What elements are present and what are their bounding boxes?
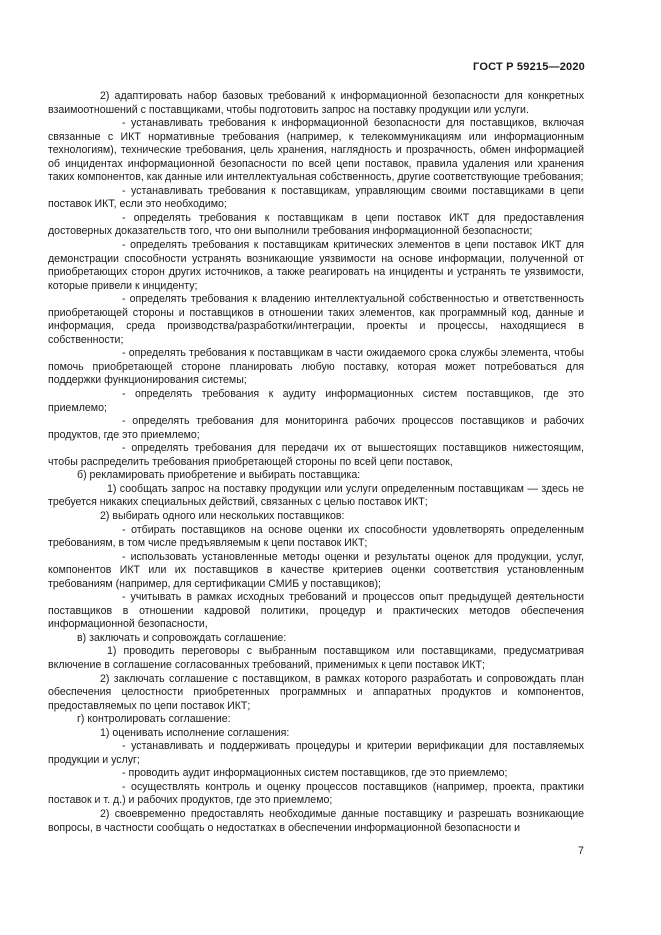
page-number: 7	[578, 845, 584, 857]
paragraph: 1) оценивать исполнение соглашения:	[100, 726, 290, 739]
paragraph: г) контролировать соглашение:	[77, 713, 231, 726]
paragraph: - осуществлять контроль и оценку процессов поставщиков (например, проекта, практики поставок и т. д.) и рабочих продуктов, где это приемлемо;	[48, 780, 584, 807]
paragraph: - устанавливать и поддерживать процедуры и критерии верификации для поставляемых продукции и услуг;	[48, 740, 584, 766]
paragraph: - определять требования к поставщикам критических элементов в цепи поставок ИКТ для демонстрации способности устранять возникающие уязвимости на основе информации, полученной от приобретающих сторон других источников, а также реагировать на инциденты и устранять те уязвимости, которые привели к инциденту;	[48, 239, 584, 292]
document-body	[48, 90, 584, 835]
paragraph: - устанавливать требования к информационной безопасности для поставщиков, включая связанные с ИКТ нормативные требования (например, к телекоммуникациям или информационным технологиям), технические требования, цель хранения, наглядность и прозрачность, обмен информацией об инцидентах информационной безопасности по всей цепи поставок, правила удаления или хранения таких компонентов, как данные или интеллектуальная собственность, другие соответствующие требования;	[48, 117, 584, 184]
paragraph: - устанавливать требования к поставщикам, управляющим своими поставщиками в цепи поставок ИКТ, если это необходимо;	[48, 184, 584, 211]
paragraph: - использовать установленные методы оценки и результаты оценок для продукции, услуг, компонентов ИКТ или их поставщиков в качестве критериев оценки соответствия установленным требованиям (например, для сертификации СМИБ у поставщиков);	[48, 550, 584, 590]
paragraph: б) рекламировать приобретение и выбирать поставщика:	[77, 469, 361, 482]
document-standard-header: ГОСТ Р 59215—2020	[473, 61, 585, 73]
paragraph: 1) проводить переговоры с выбранным поставщиком или поставщиками, предусматривая включение в соглашение согласованных требований, применимых к цепи поставок ИКТ;	[48, 645, 584, 671]
paragraph: - отбирать поставщиков на основе оценки их способности удовлетворять определенным требованиям, в том числе предъявляемым к цепи поставок ИКТ;	[48, 523, 584, 550]
paragraph: - определять требования к поставщикам в цепи поставок ИКТ для предоставления достоверных доказательств того, что они выполнили требования информационной безопасности;	[48, 211, 584, 238]
paragraph: - проводить аудит информационных систем поставщиков, где это приемлемо;	[122, 767, 508, 780]
paragraph: 2) выбирать одного или нескольких поставщиков:	[100, 509, 345, 522]
paragraph: в) заключать и сопровождать соглашение:	[77, 631, 287, 644]
paragraph: 2) адаптировать набор базовых требований к информационной безопасности для конкретных взаимоотношений с поставщиками, чтобы подготовить запрос на поставку продукции или услуги.	[48, 90, 584, 116]
paragraph: - определять требования к поставщикам в части ожидаемого срока службы элемента, чтобы помочь приобретающей стороне планировать любую поставку, которая может потребоваться для поддержки функционирования системы;	[48, 347, 584, 387]
paragraph: 2) своевременно предоставлять необходимые данные поставщику и разрешать возникающие вопросы, в частности сообщать о недостатках в обеспечении информационной безопасности и	[48, 807, 584, 834]
paragraph: - учитывать в рамках исходных требований и процессов опыт предыдущей деятельности поставщиков в отношении кадровой политики, процедур и практических методов обеспечения информационной безопасности,	[48, 591, 584, 631]
paragraph: - определять требования к аудиту информационных систем поставщиков, где это приемлемо;	[48, 388, 584, 414]
paragraph: 1) сообщать запрос на поставку продукции или услуги определенным поставщикам — здесь не требуется никаких специальных действий, связанных с целью поставок ИКТ;	[48, 482, 584, 509]
paragraph: 2) заключать соглашение с поставщиком, в рамках которого разработать и сопровождать план обеспечения целостности приобретенных программных и аппаратных продуктов и компонентов, предоставляемых по цепи поставок ИКТ;	[48, 672, 584, 712]
paragraph: - определять требования для передачи их от вышестоящих поставщиков нижестоящим, чтобы распределить требования приобретающей стороны по всей цепи поставок,	[48, 442, 584, 468]
paragraph: - определять требования для мониторинга рабочих процессов поставщиков и рабочих продуктов, где это приемлемо;	[48, 415, 584, 441]
paragraph: - определять требования к владению интеллектуальной собственностью и ответственность приобретающей стороны и поставщиков в отношении таких элементов, как программный код, данные и информация, среда производства/разработки/интеграции, проекты и процессы, находящиеся в собственности;	[48, 293, 584, 346]
